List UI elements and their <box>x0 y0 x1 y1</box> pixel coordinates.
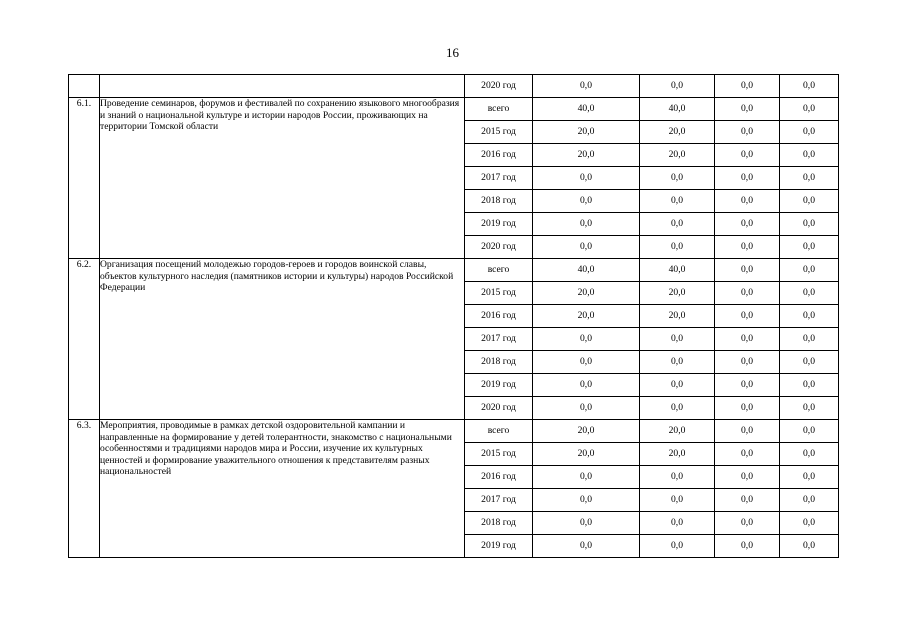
value-cell: 0,0 <box>640 351 715 374</box>
value-cell: 40,0 <box>533 259 640 282</box>
value-cell: 0,0 <box>640 512 715 535</box>
year-cell: 2018 год <box>465 512 533 535</box>
table-row <box>69 420 839 443</box>
value-cell: 0,0 <box>715 213 780 236</box>
value-cell: 0,0 <box>533 213 640 236</box>
value-cell: 0,0 <box>780 535 839 558</box>
value-cell: 0,0 <box>533 351 640 374</box>
value-cell: 0,0 <box>780 121 839 144</box>
program-table <box>68 74 839 558</box>
value-cell: 0,0 <box>715 351 780 374</box>
value-cell: 40,0 <box>533 98 640 121</box>
year-cell: 2016 год <box>465 305 533 328</box>
value-cell: 20,0 <box>640 420 715 443</box>
value-cell: 0,0 <box>715 259 780 282</box>
item-number-cell: 6.2. <box>69 259 100 420</box>
value-cell: 0,0 <box>640 167 715 190</box>
table-row <box>69 259 839 282</box>
value-cell: 40,0 <box>640 259 715 282</box>
value-cell: 20,0 <box>533 144 640 167</box>
value-cell: 0,0 <box>533 167 640 190</box>
value-cell: 0,0 <box>715 75 780 98</box>
value-cell: 0,0 <box>780 443 839 466</box>
value-cell: 0,0 <box>640 236 715 259</box>
value-cell: 0,0 <box>780 351 839 374</box>
year-cell: 2015 год <box>465 121 533 144</box>
value-cell: 20,0 <box>533 305 640 328</box>
year-cell: всего <box>465 98 533 121</box>
value-cell: 0,0 <box>640 190 715 213</box>
item-number-cell: 6.1. <box>69 98 100 259</box>
value-cell: 0,0 <box>780 213 839 236</box>
year-cell: 2018 год <box>465 351 533 374</box>
value-cell: 20,0 <box>533 420 640 443</box>
value-cell: 0,0 <box>715 420 780 443</box>
value-cell: 0,0 <box>715 374 780 397</box>
value-cell: 20,0 <box>640 443 715 466</box>
value-cell: 0,0 <box>715 144 780 167</box>
value-cell: 0,0 <box>533 328 640 351</box>
year-cell: 2020 год <box>465 397 533 420</box>
item-number-cell <box>69 75 100 98</box>
item-description-cell: Проведение семинаров, форумов и фестивалей по сохранению языкового многообразия и знаний о национальной культуре и истории народов России, проживающих на территории Томской области <box>100 98 465 259</box>
table-row <box>69 98 839 121</box>
value-cell: 0,0 <box>533 397 640 420</box>
value-cell: 0,0 <box>533 75 640 98</box>
value-cell: 0,0 <box>715 443 780 466</box>
year-cell: всего <box>465 259 533 282</box>
value-cell: 0,0 <box>533 512 640 535</box>
value-cell: 0,0 <box>640 213 715 236</box>
value-cell: 0,0 <box>780 328 839 351</box>
value-cell: 0,0 <box>780 397 839 420</box>
year-cell: 2018 год <box>465 190 533 213</box>
value-cell: 0,0 <box>533 236 640 259</box>
item-description-cell: Организация посещений молодежью городов-героев и городов воинской славы, объектов культурного наследия (памятников истории и культуры) народов Российской Федерации <box>100 259 465 420</box>
value-cell: 0,0 <box>640 466 715 489</box>
page-number: 16 <box>446 45 459 60</box>
item-description-cell <box>100 75 465 98</box>
value-cell: 0,0 <box>640 328 715 351</box>
value-cell: 20,0 <box>640 282 715 305</box>
item-number-cell: 6.3. <box>69 420 100 558</box>
year-cell: 2017 год <box>465 489 533 512</box>
year-cell: 2017 год <box>465 167 533 190</box>
value-cell: 0,0 <box>780 489 839 512</box>
year-cell: 2016 год <box>465 466 533 489</box>
year-cell: 2015 год <box>465 443 533 466</box>
value-cell: 0,0 <box>780 236 839 259</box>
value-cell: 0,0 <box>715 167 780 190</box>
value-cell: 0,0 <box>715 121 780 144</box>
value-cell: 0,0 <box>715 466 780 489</box>
value-cell: 0,0 <box>780 167 839 190</box>
year-cell: 2019 год <box>465 213 533 236</box>
value-cell: 0,0 <box>780 190 839 213</box>
value-cell: 0,0 <box>533 489 640 512</box>
value-cell: 0,0 <box>640 374 715 397</box>
year-cell: 2015 год <box>465 282 533 305</box>
value-cell: 20,0 <box>640 305 715 328</box>
value-cell: 20,0 <box>533 443 640 466</box>
value-cell: 0,0 <box>780 512 839 535</box>
year-cell: 2019 год <box>465 374 533 397</box>
table-row <box>69 75 839 98</box>
value-cell: 0,0 <box>715 98 780 121</box>
value-cell: 0,0 <box>780 374 839 397</box>
value-cell: 0,0 <box>640 489 715 512</box>
value-cell: 0,0 <box>715 512 780 535</box>
value-cell: 0,0 <box>780 305 839 328</box>
value-cell: 0,0 <box>533 466 640 489</box>
value-cell: 0,0 <box>715 397 780 420</box>
value-cell: 0,0 <box>640 535 715 558</box>
year-cell: 2020 год <box>465 236 533 259</box>
year-cell: 2020 год <box>465 75 533 98</box>
value-cell: 0,0 <box>715 190 780 213</box>
value-cell: 0,0 <box>533 374 640 397</box>
value-cell: 20,0 <box>533 121 640 144</box>
year-cell: 2016 год <box>465 144 533 167</box>
value-cell: 0,0 <box>780 259 839 282</box>
value-cell: 0,0 <box>715 236 780 259</box>
year-cell: 2019 год <box>465 535 533 558</box>
value-cell: 20,0 <box>640 121 715 144</box>
value-cell: 20,0 <box>640 144 715 167</box>
value-cell: 0,0 <box>780 466 839 489</box>
value-cell: 0,0 <box>533 535 640 558</box>
value-cell: 0,0 <box>715 535 780 558</box>
value-cell: 0,0 <box>640 397 715 420</box>
year-cell: 2017 год <box>465 328 533 351</box>
value-cell: 0,0 <box>780 144 839 167</box>
value-cell: 40,0 <box>640 98 715 121</box>
table-body <box>69 75 839 558</box>
value-cell: 0,0 <box>640 75 715 98</box>
value-cell: 0,0 <box>780 282 839 305</box>
value-cell: 0,0 <box>715 305 780 328</box>
value-cell: 0,0 <box>780 98 839 121</box>
year-cell: всего <box>465 420 533 443</box>
value-cell: 20,0 <box>533 282 640 305</box>
value-cell: 0,0 <box>780 420 839 443</box>
value-cell: 0,0 <box>715 282 780 305</box>
value-cell: 0,0 <box>533 190 640 213</box>
value-cell: 0,0 <box>715 328 780 351</box>
value-cell: 0,0 <box>715 489 780 512</box>
value-cell: 0,0 <box>780 75 839 98</box>
item-description-cell: Мероприятия, проводимые в рамках детской оздоровительной кампании и направленные на формирование у детей толерантности, знакомство с национальными особенностями и традициями народов мира и России, изучение их культурных ценностей и формирование уважительного отношения к представителям разных национальностей <box>100 420 465 558</box>
